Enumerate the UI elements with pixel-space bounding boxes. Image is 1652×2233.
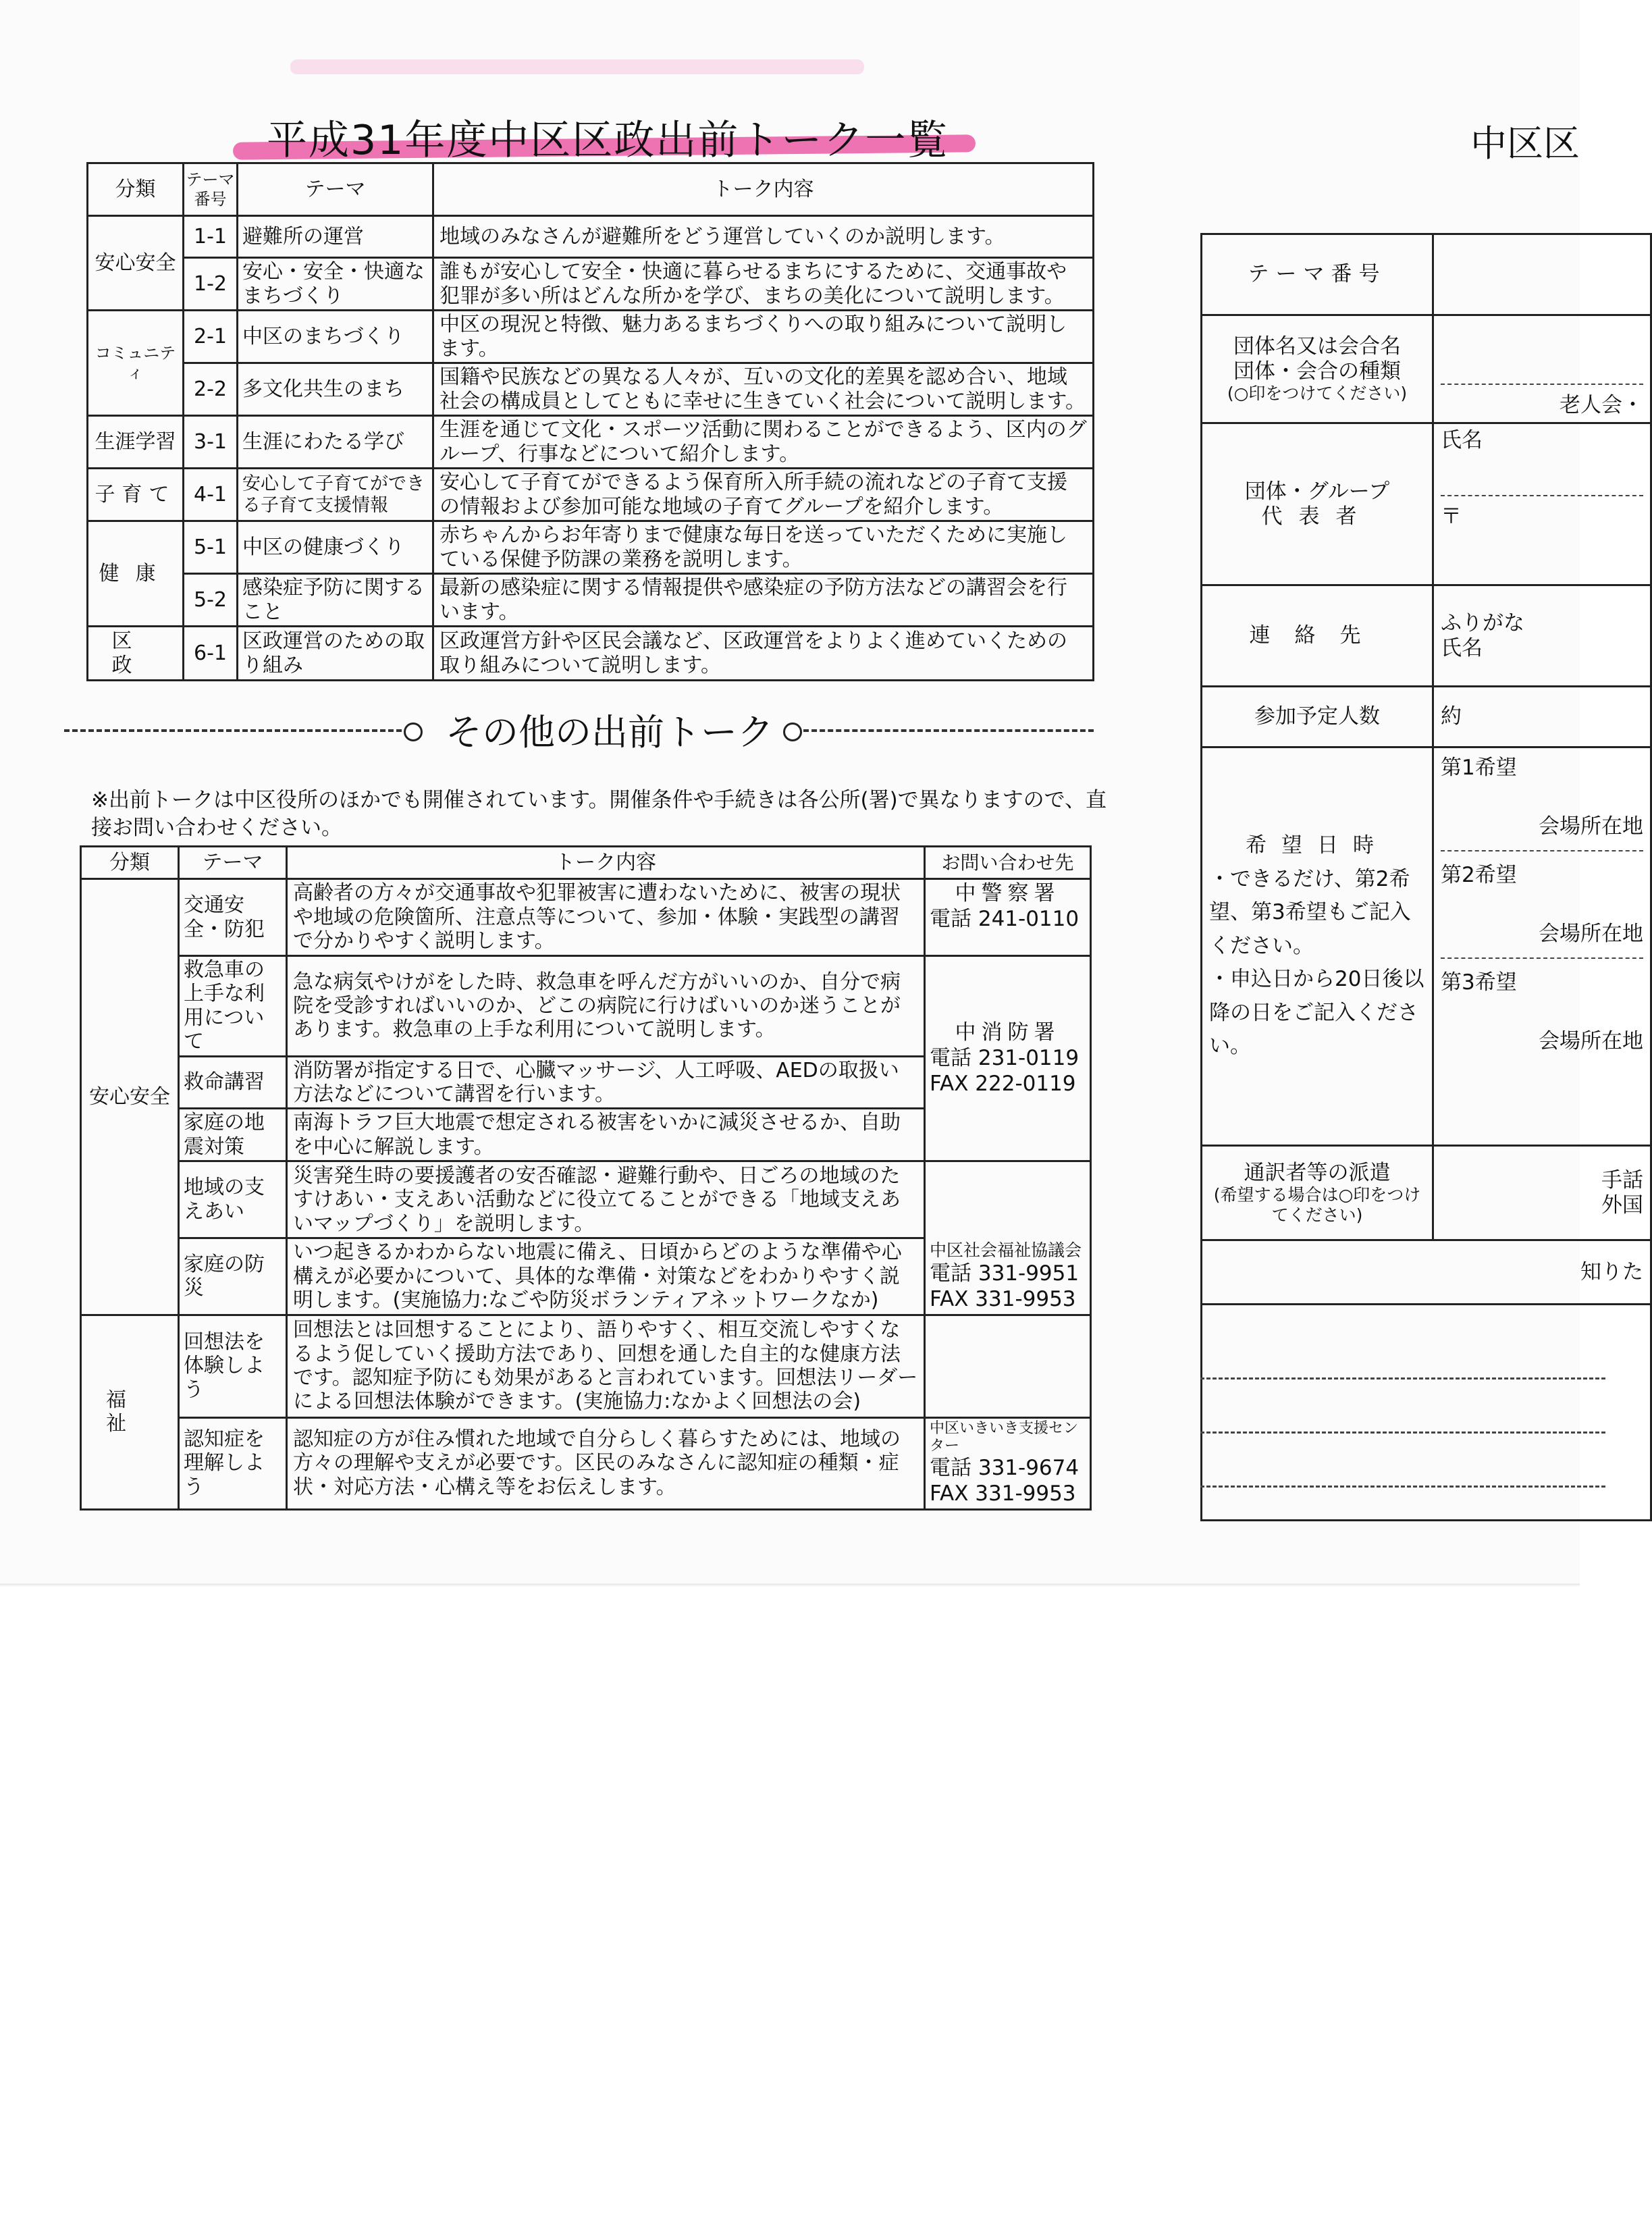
label-venue: 会場所在地 bbox=[1539, 814, 1643, 839]
header-content: トーク内容 bbox=[287, 847, 925, 879]
label-note: ・できるだけ、第2希望、第3希望もご記入ください。 bbox=[1209, 866, 1411, 958]
category-safety: 安心安全 bbox=[88, 216, 184, 311]
sheet-edge bbox=[0, 1583, 1580, 1585]
label-attendees: 参加予定人数 bbox=[1202, 687, 1433, 747]
talk-content: 南海トラフ巨大地震で想定される被害をいかに減災させるか、自助を中心に解説します。 bbox=[287, 1109, 925, 1161]
talk-content: 赤ちゃんからお年寄りまで健康な毎日を送っていただくために実施している保健予防課の業務を説明します。 bbox=[433, 521, 1094, 574]
talk-content: 回想法とは回想することにより、語りやすく、相互交流しやすくなるよう促していく援助方法であり、回想を通した自主的な健康方法です。認知症予防にも効果があると言われています。回想法リーダーによる回想法体験ができます。(実施協力:なかよく回想法の会) bbox=[287, 1315, 925, 1417]
dashed-writing-line bbox=[1200, 1431, 1605, 1434]
dashed-divider bbox=[1441, 384, 1643, 385]
talk-content: 中区の現況と特徴、魅力あるまちづくりへの取り組みについて説明します。 bbox=[433, 311, 1094, 363]
talk-list-table bbox=[86, 162, 1094, 681]
contact-police bbox=[925, 879, 1091, 956]
section-title: その他の出前トーク bbox=[446, 711, 774, 754]
contact-tel: 電話 241-0110 bbox=[930, 906, 1080, 931]
label-group-name bbox=[1202, 315, 1433, 423]
theme-name: 中区のまちづくり bbox=[238, 311, 433, 363]
field-preferred-date[interactable] bbox=[1433, 747, 1651, 1146]
theme-number: 2-1 bbox=[184, 311, 238, 363]
option-foreign-language[interactable]: 外国 bbox=[1601, 1192, 1643, 1217]
contact-tel: 電話 331-9674 bbox=[930, 1456, 1080, 1481]
talk-content: 国籍や民族などの異なる人々が、互いの文化的差異を認め合い、地域社会の構成員としてともに幸せに生きていく社会について説明します。 bbox=[433, 363, 1094, 416]
label-line: (○印をつけてください) bbox=[1227, 384, 1408, 404]
label-line: 団体・会合の種類 bbox=[1233, 359, 1401, 384]
dashed-divider bbox=[1441, 957, 1643, 959]
label-line: 代表者 bbox=[1261, 504, 1373, 529]
theme-name: 交通安全・防犯 bbox=[179, 879, 287, 956]
header-category: 分類 bbox=[88, 163, 184, 216]
field-representative[interactable] bbox=[1433, 423, 1651, 585]
label-line: 希望日時 bbox=[1246, 833, 1389, 858]
label-preferred-date bbox=[1202, 747, 1433, 1146]
bleed-through-highlight bbox=[290, 59, 864, 74]
theme-name: 回想法を体験しよう bbox=[179, 1315, 287, 1417]
theme-number: 3-1 bbox=[184, 416, 238, 469]
talk-content: 区政運営方針や区民会議など、区政運営をよりよく進めていくための取り組みについて説明します。 bbox=[433, 627, 1094, 681]
category-lifelong-learning: 生涯学習 bbox=[88, 416, 184, 469]
talk-content: いつ起きるかわからない地震に備え、日頃からどのような準備や心構えが必要かについて、具体的な準備・対策などをわかりやすく説明します。(実施協力:なごや防災ボランティアネットワークなか) bbox=[287, 1238, 925, 1315]
label-furigana: ふりがな bbox=[1441, 610, 1524, 635]
theme-name: 家庭の地震対策 bbox=[179, 1109, 287, 1161]
theme-name: 安心・安全・快適なまちづくり bbox=[238, 258, 433, 311]
header-content: トーク内容 bbox=[433, 163, 1094, 216]
theme-number: 1-1 bbox=[184, 216, 238, 258]
section-note: ※出前トークは中区役所のほかでも開催されています。開催条件や手続きは各公所(署)で異なりますので、直接お問い合わせください。 bbox=[91, 788, 1107, 841]
header-contact: お問い合わせ先 bbox=[925, 847, 1091, 879]
field-attendees[interactable]: 約 bbox=[1433, 687, 1651, 747]
field-group-name[interactable] bbox=[1433, 315, 1651, 423]
section-divider-right bbox=[803, 729, 1094, 732]
talk-content: 災害発生時の要援護者の安否確認・避難行動や、日ごろの地域のたすけあい・支えあい活動などに役立てることができる「地域支えあいマップづくり」を説明します。 bbox=[287, 1161, 925, 1238]
theme-number: 5-1 bbox=[184, 521, 238, 574]
dashed-writing-line bbox=[1200, 1486, 1605, 1488]
contact-empty-cell bbox=[925, 1315, 1091, 1417]
theme-name: 地域の支えあい bbox=[179, 1161, 287, 1238]
field-interpreter[interactable] bbox=[1433, 1146, 1651, 1240]
category-childcare: 子育て bbox=[88, 469, 184, 521]
contact-org: 中警察署 bbox=[955, 881, 1061, 905]
dashed-divider bbox=[1441, 850, 1643, 851]
label-postal: 〒 bbox=[1441, 504, 1462, 529]
contact-fax: FAX 331-9953 bbox=[930, 1481, 1076, 1506]
theme-name: 認知症を理解しよう bbox=[179, 1417, 287, 1509]
contact-fax: FAX 222-0119 bbox=[930, 1071, 1076, 1096]
section-divider-circle bbox=[783, 723, 802, 741]
talk-content: 誰もが安心して安全・快適に暮らせるまちにするために、交通事故や犯罪が多い所はどんな所かを学び、まちの美化について説明します。 bbox=[433, 258, 1094, 311]
label-venue: 会場所在地 bbox=[1539, 921, 1643, 946]
label-line: (希望する場合は○印をつけてください) bbox=[1213, 1185, 1421, 1225]
section-divider-circle bbox=[404, 723, 423, 741]
label-line: 団体名又は会合名 bbox=[1233, 334, 1401, 359]
theme-name: 安心して子育てができる子育て支援情報 bbox=[238, 469, 433, 521]
theme-number: 6-1 bbox=[184, 627, 238, 681]
contact-welfare bbox=[925, 1161, 1091, 1315]
theme-name: 多文化共生のまち bbox=[238, 363, 433, 416]
field-theme-number[interactable] bbox=[1433, 234, 1651, 315]
field-free-text[interactable] bbox=[1202, 1305, 1651, 1521]
theme-name: 救命講習 bbox=[179, 1056, 287, 1109]
label-line: 団体・グループ bbox=[1244, 479, 1390, 504]
group-type-option[interactable]: 老人会・ bbox=[1560, 393, 1643, 418]
field-contact[interactable] bbox=[1433, 585, 1651, 687]
contact-tel: 電話 331-9951 bbox=[930, 1261, 1080, 1286]
form-title: 中区区 bbox=[1470, 122, 1580, 165]
theme-number: 4-1 bbox=[184, 469, 238, 521]
label-line: 通訳者等の派遣 bbox=[1244, 1160, 1391, 1185]
category-community: コミュニティ bbox=[88, 311, 184, 416]
label-wish3: 第3希望 bbox=[1441, 970, 1517, 995]
contact-org: 中区いきいき支援センター bbox=[930, 1419, 1079, 1455]
label-venue: 会場所在地 bbox=[1539, 1028, 1643, 1053]
header-theme: テーマ bbox=[179, 847, 287, 879]
label-wish2: 第2希望 bbox=[1441, 863, 1517, 887]
contact-org: 中消防署 bbox=[955, 1020, 1061, 1045]
dashed-writing-line bbox=[1200, 1377, 1605, 1380]
header-theme: テーマ bbox=[238, 163, 433, 216]
other-talks-table bbox=[80, 845, 1092, 1510]
theme-number: 5-2 bbox=[184, 574, 238, 627]
contact-fire bbox=[925, 956, 1091, 1161]
contact-fax: FAX 331-9953 bbox=[930, 1286, 1076, 1311]
theme-name: 中区の健康づくり bbox=[238, 521, 433, 574]
label-representative bbox=[1202, 423, 1433, 585]
option-sign-language[interactable]: 手話 bbox=[1601, 1167, 1643, 1192]
theme-name: 救急車の上手な利用について bbox=[179, 956, 287, 1057]
label-theme-number: テーマ番号 bbox=[1202, 234, 1433, 315]
talk-content: 急な病気やけがをした時、救急車を呼んだ方がいいのか、自分で病院を受診すればいいのか、どこの病院に行けばいいのか迷うことがあります。救急車の上手な利用について説明します。 bbox=[287, 956, 925, 1057]
category-ward-admin: 区政 bbox=[88, 627, 184, 681]
application-form bbox=[1200, 233, 1652, 1521]
contact-ikiiki bbox=[925, 1417, 1091, 1509]
contact-org: 中区社会福祉協議会 bbox=[930, 1240, 1082, 1261]
header-category: 分類 bbox=[81, 847, 179, 879]
label-note: ・申込日から20日後以降の日をご記入ください。 bbox=[1209, 967, 1424, 1059]
theme-name: 生涯にわたる学び bbox=[238, 416, 433, 469]
talk-content: 最新の感染症に関する情報提供や感染症の予防方法などの講習会を行います。 bbox=[433, 574, 1094, 627]
label-name: 氏名 bbox=[1441, 428, 1483, 452]
theme-name: 家庭の防災 bbox=[179, 1238, 287, 1315]
dashed-divider bbox=[1441, 495, 1643, 496]
category-health: 健康 bbox=[88, 521, 184, 627]
header-theme-number: テーマ番号 bbox=[184, 163, 238, 216]
talk-content: 消防署が指定する日で、心臓マッサージ、人工呼吸、AEDの取扱い方法などについて講習を行います。 bbox=[287, 1056, 925, 1109]
theme-name: 区政運営のための取り組み bbox=[238, 627, 433, 681]
talk-content: 安心して子育てができるよう保育所入所手続の流れなどの子育て支援の情報および参加可能な地域の子育てグループを紹介します。 bbox=[433, 469, 1094, 521]
theme-name: 感染症予防に関すること bbox=[238, 574, 433, 627]
label-contact-name: 氏名 bbox=[1441, 635, 1483, 660]
label-wish1: 第1希望 bbox=[1441, 756, 1517, 780]
theme-name: 避難所の運営 bbox=[238, 216, 433, 258]
talk-content: 地域のみなさんが避難所をどう運営していくのか説明します。 bbox=[433, 216, 1094, 258]
label-want-to-know: 知りた bbox=[1202, 1240, 1651, 1305]
talk-content: 高齢者の方々が交通事故や犯罪被害に遭わないために、被害の現状や地域の危険箇所、注意点等について、参加・体験・実践型の講習で分かりやすく説明します。 bbox=[287, 879, 925, 956]
page-title: 平成31年度中区区政出前トーク一覧 bbox=[267, 117, 949, 164]
theme-number: 2-2 bbox=[184, 363, 238, 416]
talk-content: 認知症の方が住み慣れた地域で自分らしく暮らすためには、地域の方々の理解や支えが必要です。区民のみなさんに認知症の種類・症状・対応方法・心構え等をお伝えします。 bbox=[287, 1417, 925, 1509]
talk-content: 生涯を通じて文化・スポーツ活動に関わることができるよう、区内のグループ、行事などについて紹介します。 bbox=[433, 416, 1094, 469]
theme-number: 1-2 bbox=[184, 258, 238, 311]
category-safety: 安心安全 bbox=[81, 879, 179, 1315]
category-welfare: 福祉 bbox=[81, 1315, 179, 1509]
contact-tel: 電話 231-0119 bbox=[930, 1045, 1080, 1070]
label-interpreter bbox=[1202, 1146, 1433, 1240]
section-divider-left bbox=[64, 729, 402, 732]
label-contact: 連絡先 bbox=[1202, 585, 1433, 687]
